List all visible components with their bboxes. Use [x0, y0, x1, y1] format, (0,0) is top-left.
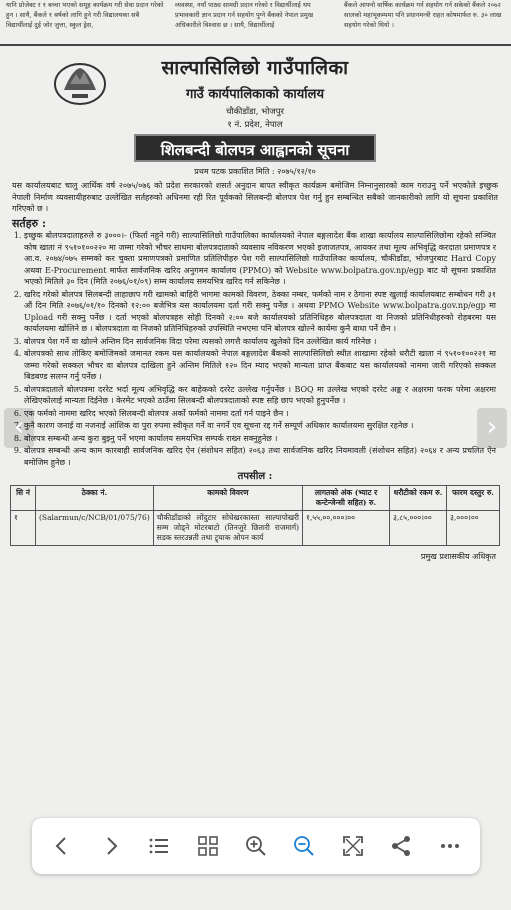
condition-item: 4. बोलपत्रको साथ तोकिए बमोजिमको जमानत रकम यस कार्यालयको नेपाल बङ्गलादेश बैंकको साल्पासिलिछो स्थीत शाखामा रहेको धरौटी खाता नं ९५१०१००२२१ मा जम्मा गरेको सक्कल भौचर वा बोलपत्र दाखिला हुने अन्तिम मितिले १२० दिन म्याद भएको मान्यता प्राप्त बैंकबाट यस कार्यालयको नाममा जारी गरिएको सक्कल बिडबण्ड सलग्न गर्नु पर्नेछ । — [24, 348, 496, 383]
office-name: गाउँ कार्यपालिकाको कार्यालय — [186, 87, 324, 102]
next-button[interactable] — [92, 827, 130, 865]
notice-title: शिलबन्दी बोलपत्र आह्वानको सूचना — [134, 134, 376, 162]
divider — [0, 44, 511, 46]
column-header: ठेक्का नं. — [36, 485, 154, 510]
table-cell: ३,८५,०००।०० — [390, 510, 447, 545]
table-cell: १ — [11, 510, 36, 545]
list-icon — [147, 834, 171, 858]
condition-item: 5. बोलपत्रदाताले बोलपत्रमा दररेट भर्दा मूल्य अभिवृद्धि कर बाहेकको दररेट उल्लेख गर्नुपर्नेछ । BOQ मा उल्लेख भएको दररेट अङ्क र अक्षरमा फरक परेमा अक्षरमा लेखिएकोलाई मान्यता दिईनेछ । केरमेट भएको ठाउँमा सिलबन्दी बोलपत्रदाताको स्पष्ट सहि छाप भएको हुनुपर्नेछ । — [24, 384, 496, 407]
schedule-table — [10, 485, 500, 546]
bid-notice — [10, 48, 500, 562]
zoom-out-icon — [292, 834, 316, 858]
schedule-title: तपसील : — [237, 471, 273, 482]
notice-body — [10, 180, 500, 562]
share-icon — [389, 834, 413, 858]
condition-item: 2. खरिद गरेको बोलपत्र सिलबन्दी लाहाछाप गरी खामको बाहिरी भागमा कामको विवरण, ठेक्का नम्बर, फर्मको नाम र ठेगाना स्पष्ट खुलाई कार्यालयबाट सम्बोधन गरी ३१ औं दिन मिति २०७६/०१/१० दिनको १२:०० बजेभित्र यस कार्यालयमा दर्ता गरी सक्नु पर्नेछ । अथवा PPMO Website www.bolpatra.gov.np/egp मा Upload गरी सक्नु पर्नेछ । दर्ता भएको बोलपत्रहरु सोही दिनको २:०० बजे कार्यालयको प्रतिनिधिहरु बोलपत्रदाता वा निजको प्रतिनिधीहरुको रोहबरमा यस कार्यालयमा खोलिने छ । बोलपत्रदाता वा निजको प्रतिनिधिहरुको उपस्थिति नभएमा पनि बोलपत्र खोल्ने कार्यमा कुनै बाधा पर्ने छैन । — [24, 289, 496, 335]
table-cell: १,५५,००,०००।०० — [303, 510, 390, 545]
previous-button[interactable] — [43, 827, 81, 865]
column-header: कामको विवरण — [153, 485, 302, 510]
notice-header — [10, 48, 500, 180]
chevron-left-icon — [50, 834, 74, 858]
signatory: प्रमुख प्रशासकीय अधिकृत — [420, 551, 496, 561]
column-header: लागतको अंक (भ्याट र कन्टेन्जेन्सी सहित) रु. — [303, 485, 390, 510]
table-cell: (Salarmun/c/NCB/01/075/76) — [36, 510, 154, 545]
column-header: फारम दस्तुर रु. — [447, 485, 500, 510]
address-line-1: चौकीडाँडा, भोजपुर — [225, 107, 285, 117]
intro-paragraph: यस कार्यालयबाट चालु आर्थिक वर्ष २०७५/०७६ को प्रदेश सरकारको शसर्त अनुदान बापत स्वीकृत कार्यक्रम बमोजिम निम्नानुसारको काम गराउनु पर्ने भएकोले इच्छुक नेपाली निर्माण व्यवसायीहरुबाट उल्लेखित सर्तहरुको अधिनमा रही रित पूर्वकको सिलबन्दी बोलपत्र पेश गर्नु हुन सम्बन्धित सबैको जानकारीको लागि यो सूचना प्रकाशित गरिएको छ । — [12, 181, 498, 213]
condition-item: 1. इच्छुक बोलपत्रदाताहरुले रु ३०००।- (फिर्ता नहुने गरी) साल्पासिलिछो गाउँपालिका कार्यालयको नेपाल बङ्गलादेश बैंक शाखा कार्यालय साल्पासिलिछोमा रहेको सञ्चित कोष खाता नं ९५१०१००२२० मा जम्मा गरेको भौचर साथमा बोलपत्रदाताको व्यवसाय नविकरण भएको इजाजतपत्र, आयकर तथा मूल्य अभिवृद्धि करदाता प्रमाणपत्र र आ.व. २०७४/०७५ सम्मको कर चुक्ता प्रमाणपत्रको प्रमाणित प्रतिलिपीहरु पेश गरी साल्पासिलिछो गाउँपालिका कार्यालय, चौकीडाँडा, भोजपुरबाट Hard Copy अथवा E-Procurement मार्फत सार्वजनिक खरिद अनुगमन कार्यालय (PPMO) को Website www.bolpatra.gov.np/egp बाट यो सूचना प्रकाशित भएको मितिले ३० दिन (मिति २०७६/०१/०९) सम्म कार्यालय समयभित्र खरिद गर्न सकिनेछ । — [24, 230, 496, 288]
more-button[interactable] — [431, 827, 469, 865]
article-column: बैंकले आफ्नो वार्षिक कार्यक्रम गर्न सहयोग गर्न सकेको बैंकले २०७२ सालको महाभूकम्पमा पनि प्रधानमन्त्री राहत कोषमार्फत रु. ३० लाख सहयोग गरेको थियो । — [344, 1, 502, 29]
zoom-in-icon — [244, 834, 268, 858]
condition-item: 9. बोलपत्र सम्बन्धी अन्य काम कारबाही सार्वजनिक खरिद ऐन (संशोधन सहित) २०६३ तथा सार्वजनिक खरिद नियमावली (संशोधन सहित) २०६४ र अन्य प्रचलित ऐन बमोजिम हुनेछ । — [24, 445, 496, 468]
previous-page-arrow[interactable]: ‹ — [4, 408, 34, 448]
grid-icon — [196, 834, 220, 858]
fullscreen-button[interactable] — [334, 827, 372, 865]
next-page-arrow[interactable]: › — [477, 408, 507, 448]
conditions-title: सर्तहरु : — [12, 216, 47, 230]
address-line-2: १ नं. प्रदेश, नेपाल — [227, 120, 283, 130]
condition-item: 7. कुनै कारण जनाई वा नजनाई आंशिक वा पुरा रुपमा स्वीकृत गर्ने वा नगर्ने एव सूचना रद्द गर्ने सम्पूर्ण अधिकार कार्यालयमा सुरक्षित रहनेछ । — [24, 420, 496, 432]
municipality-name: साल्पासिलिछो गाउँपालिका — [161, 57, 349, 79]
zoom-out-button[interactable] — [285, 827, 323, 865]
previous-article-columns — [0, 0, 511, 44]
table-cell: चौकीडाँडाको लोंदुटार सोधेखरकास्ता साल्पापोखरी सम्म जोड्ने मोटरबाटो (तिनजुरे छितारी राजमार्ग) सडक स्तरउन्नती तथा ट्र्याक ओपन कार्य — [153, 510, 302, 545]
table-header-row — [11, 485, 500, 510]
table-row — [11, 510, 500, 545]
article-column: व्यवस्था, नयाँ पाठ्य सामग्री प्रदान गरेको र विद्यार्थीलाई थप प्रभावकारी ज्ञान प्रदान गर्न सहयोग पुग्ने बैंकको नेपाल प्रमुख अधिकारीले विश्वास छ । सायै, विद्यार्थीलाई — [175, 1, 314, 29]
list-view-button[interactable] — [140, 827, 178, 865]
condition-item: 3. बोलपत्र पेश गर्ने वा खोल्ने अन्तिम दिन सार्वजनिक विदा परेमा त्यसको लगत्तै कार्यालय खुलेको दिन उल्लेखित कार्य गरिनेछ । — [24, 336, 496, 348]
chevron-right-icon — [99, 834, 123, 858]
viewer-toolbar — [32, 818, 480, 874]
condition-item: 8. बोलपत्र सम्बन्धी अन्य कुरा बुझ्नु पर्ने भएमा कार्यालय समयभित्र सम्पर्क राख्न सक्नुहुनेछ । — [24, 433, 496, 445]
table-cell: ३,०००।०० — [447, 510, 500, 545]
publish-date: प्रथम पटक प्रकाशित मिति : २०७५/१२/१० — [194, 167, 316, 176]
column-header: धरौटीको रकम रु. — [390, 485, 447, 510]
more-icon — [438, 834, 462, 858]
article-column: यानि प्रोजेक्ट र १ बच्चा भएको समूह कार्यक्रम गरी सेवा प्रदान गरेको हुन । सायै, बैंकले १ बर्षको लागि हुने गरी विद्यालयका सबै विद्यार्थीलाई दुई जोर जुत्ता, स्कुल ड्रेस, — [6, 1, 164, 29]
zoom-in-button[interactable] — [237, 827, 275, 865]
fullscreen-icon — [341, 834, 365, 858]
condition-item: 6. एक फर्मको नाममा खरिद भएको सिलबन्दी बोलपत्र अर्को फर्मको नाममा दर्ता गर्न पाइने छैन । — [24, 408, 496, 420]
grid-view-button[interactable] — [189, 827, 227, 865]
conditions-list — [10, 230, 500, 468]
share-button[interactable] — [382, 827, 420, 865]
column-header: सि नं — [11, 485, 36, 510]
